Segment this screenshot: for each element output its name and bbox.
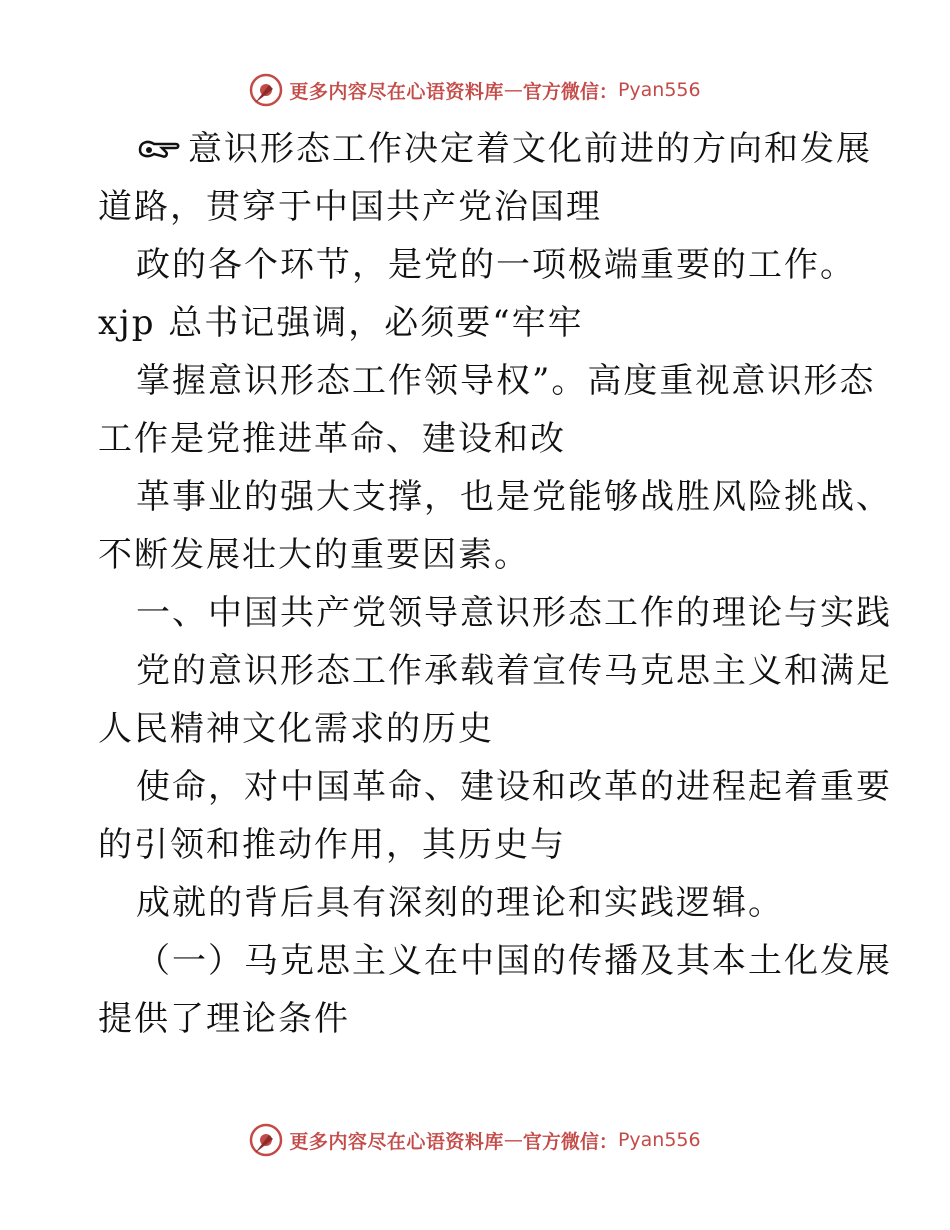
banner-wechat-id: Pyan556	[617, 79, 701, 101]
banner-wechat-label: 官方微信：	[522, 1130, 618, 1153]
paragraph-line	[98, 352, 876, 410]
paragraph-text: 道路，贯穿于中国共产党治国理	[98, 187, 602, 227]
paragraph-line	[98, 236, 858, 294]
paragraph-line	[98, 178, 858, 236]
paragraph-text: 的引领和推动作用，其历史与	[98, 825, 566, 865]
paragraph-line	[98, 410, 858, 468]
subsection-heading-continued	[98, 990, 858, 1048]
banner-wechat-label: 官方微信：	[522, 80, 618, 103]
paragraph-line	[98, 468, 892, 526]
paragraph-line	[98, 642, 892, 700]
paragraph-text: 意识形态工作决定着文化前进的方向和发展	[188, 129, 872, 169]
paragraph-line	[98, 120, 872, 178]
banner-site-text: 更多内容尽在心语资料库	[289, 80, 504, 103]
header-banner	[0, 70, 950, 110]
paragraph-line	[98, 700, 858, 758]
banner-separator: —	[503, 79, 523, 101]
subsection-heading-text: 提供了理论条件	[98, 999, 350, 1039]
document-body	[98, 120, 892, 1048]
paragraph-text: 使命，对中国革命、建设和改革的进程起着重要	[136, 767, 892, 807]
pen-logo-icon	[249, 73, 283, 107]
banner-separator: —	[503, 1129, 523, 1151]
paragraph-text: 掌握意识形态工作领导权”。高度重视意识形态	[136, 361, 876, 401]
subsection-heading	[98, 932, 892, 990]
paragraph-line	[98, 526, 858, 584]
paragraph-text: 人民精神文化需求的历史	[98, 709, 494, 749]
paragraph-text: 不断发展壮大的重要因素。	[98, 535, 530, 575]
paragraph-line	[98, 758, 892, 816]
paragraph-line	[98, 294, 858, 352]
paragraph-text: 工作是党推进革命、建设和改	[98, 419, 566, 459]
paragraph-text: xjp 总书记强调，必须要“牢牢	[98, 303, 584, 343]
paragraph-text: 成就的背后具有深刻的理论和实践逻辑。	[136, 883, 784, 923]
banner-wechat-id: Pyan556	[617, 1129, 701, 1151]
paragraph-text: 党的意识形态工作承载着宣传马克思主义和满足	[136, 651, 892, 691]
paragraph-line	[98, 874, 858, 932]
subsection-heading-text: （一）马克思主义在中国的传播及其本土化发展	[136, 941, 892, 981]
paragraph-line	[98, 816, 858, 874]
section-heading	[98, 584, 892, 642]
footer-banner	[0, 1120, 950, 1160]
hand-pointer-icon	[136, 134, 182, 164]
paragraph-text: 革事业的强大支撑，也是党能够战胜风险挑战、	[136, 477, 892, 517]
banner-site-text: 更多内容尽在心语资料库	[289, 1130, 504, 1153]
paragraph-text: 政的各个环节，是党的一项极端重要的工作。	[136, 245, 856, 285]
section-heading-text: 一、中国共产党领导意识形态工作的理论与实践	[136, 593, 892, 633]
pen-logo-icon	[249, 1123, 283, 1157]
